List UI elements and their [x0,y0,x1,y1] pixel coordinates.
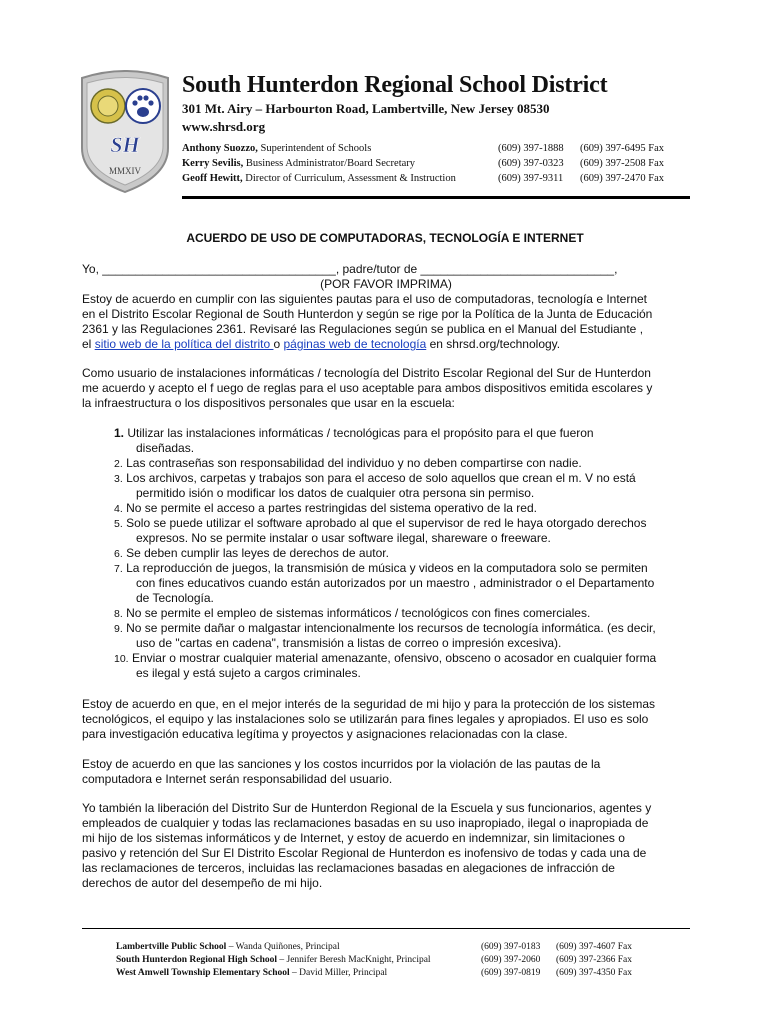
staff-row [182,156,456,171]
item-text: permitido isión o modificar los datos de cualquier otra persona sin permiso. [136,486,535,500]
item-number: 1. [114,426,125,440]
district-address: 301 Mt. Airy – Harbourton Road, Lambertville, New Jersey 08530 [182,101,550,116]
item-text: La reproducción de juegos, la transmisión de música y videos en la computadora solo se permiten [126,561,648,575]
list-item [114,561,694,606]
district-policy-link[interactable]: sitio web de la política del distrito [94,337,274,351]
staff-fax: (609) 397-2508 Fax [580,158,664,169]
paragraph-line: para investigación educativa legítima y proyectos y asignaciones relacionadas con la clase. [82,727,568,741]
item-text: No se permite dañar o malgastar intencionalmente los recursos de tecnología informática. (es decir, [126,621,656,635]
intro-line [82,337,690,352]
staff-faxes [580,141,664,186]
staff-row [182,171,456,186]
item-text: diseñadas. [136,441,195,455]
rules-list [114,426,694,681]
paragraph-line: mi hijo de los sistemas informáticos y de Internet, y estoy de acuerdo en indemnizar, sin limitaciones o [82,831,625,845]
footer-schools [116,941,431,980]
paragraph-line: Estoy de acuerdo en que las sanciones y los costos incurridos por la violación de las pautas de la [82,757,601,771]
school-principal: – Wanda Quiñones, Principal [226,942,340,952]
intro-text: en shrsd.org/technology. [426,337,561,351]
list-item [114,606,694,621]
item-number: 10. [114,653,129,665]
paragraph-line: Estoy de acuerdo en que, en el mejor interés de la seguridad de mi hijo y para la protección de los sistemas [82,697,655,711]
list-item [114,501,694,516]
paragraph-line: la infraestructura o los dispositivos personales que usar en la escuela: [82,396,455,410]
usage-paragraph [82,366,690,411]
technology-pages-link[interactable]: páginas web de tecnología [283,337,427,351]
list-item [114,621,694,651]
item-text: es ilegal y está sujeto a cargos criminales. [136,666,361,680]
footer-faxes [556,941,632,980]
list-item [114,456,694,471]
intro-line: 2361 y las Regulaciones 2361. Revisaré las Regulaciones según se publica en el Manual del Estudiante , [82,322,644,336]
item-number: 6. [114,548,123,560]
school-name: Lambertville Public School [116,942,227,952]
paragraph-line: Como usuario de instalaciones informáticas / tecnología del Distrito Escolar Regional del Sur de Hunterdon [82,366,651,380]
school-principal: – Jennifer Beresh MacKnight, Principal [277,955,431,965]
item-text: Enviar o mostrar cualquier material amenazante, ofensivo, obsceno o acosador en cualquier forma [131,651,657,665]
list-item [114,471,694,501]
crest-emblem: SH [110,132,140,157]
sanctions-paragraph [82,757,690,787]
print-note: (POR FAVOR IMPRIMA) [320,277,452,291]
item-text: No se permite el empleo de sistemas informáticos / tecnológicos con fines comerciales. [126,606,591,620]
intro-text: o [273,337,284,351]
item-number: 8. [114,608,123,620]
item-number: 9. [114,623,123,635]
list-item [114,651,694,681]
school-phone: (609) 397-0819 [481,968,541,978]
district-website: www.shrsd.org [182,119,266,134]
intro-line: en el Distrito Escolar Regional de South Hunterdon y según se rige por la Política de la Junta de Educación [82,307,653,321]
item-number: 4. [114,503,123,515]
staff-name: Kerry Sevilis, [182,158,244,169]
item-text: Se deben cumplir las leyes de derechos de autor. [126,546,389,560]
staff-phone: (609) 397-1888 [498,143,564,154]
intro-paragraph [82,262,690,352]
paragraph-line: Yo también la liberación del Distrito Sur de Hunterdon Regional de la Escuela y sus funcionarios, agentes y [82,801,652,815]
list-item [114,516,694,546]
item-text: Los archivos, carpetas y trabajos son para el acceso de solo aquellos que crean el m. V no está [126,471,636,485]
item-text: con fines educativos cuando están autorizados por un maestro , administrador o el Departamento [136,576,655,590]
item-text: Utilizar las instalaciones informáticas / tecnológicas para el propósito para el que fueron [127,426,594,440]
school-fax: (609) 397-2366 Fax [556,955,632,965]
school-name: West Amwell Township Elementary School [116,968,290,978]
document-title: ACUERDO DE USO DE COMPUTADORAS, TECNOLOGÍA E INTERNET [186,231,584,245]
item-text: Las contraseñas son responsabilidad del individuo y no deben compartirse con nadie. [126,456,582,470]
header-divider [182,196,690,199]
item-text: No se permite el acceso a partes restringidas del sistema operativo de la red. [126,501,537,515]
paragraph-line: pasivo y retención del Sur El Distrito Escolar Regional de Hunterdon es inofensivo de todas y cada una de [82,846,647,860]
school-name: South Hunterdon Regional High School [116,955,278,965]
item-number: 5. [114,518,123,530]
item-text: Solo se puede utilizar el software aprobado al que el supervisor de red le haya otorgado derechos [126,516,647,530]
staff-role: Director of Curriculum, Assessment & Instruction [242,173,456,184]
item-text: uso de "cartas en cadena", transmisión a listas de correo o impresión excesiva). [136,636,562,650]
paragraph-line: empleados de cualquier y todas las reclamaciones basadas en su uso inapropiado, ilegal o inapropiada de [82,816,649,830]
staff-name: Geoff Hewitt, [182,173,243,184]
safety-paragraph [82,697,690,742]
intro-line: Estoy de acuerdo en cumplir con las siguientes pautas para el uso de computadoras, tecnología e Internet [82,292,648,306]
staff-role: Superintendent of Schools [257,143,372,154]
list-item [114,426,694,456]
district-crest-logo [76,70,174,194]
item-number: 3. [114,473,123,485]
staff-name: Anthony Suozzo, [182,143,258,154]
footer-divider [82,928,690,929]
staff-fax: (609) 397-6495 Fax [580,143,664,154]
crest-year: MMXIV [108,166,142,176]
item-number: 7. [114,563,123,575]
staff-fax: (609) 397-2470 Fax [580,173,664,184]
footer-school-row [116,941,431,954]
footer-school-row [116,967,431,980]
footer-phones [481,941,540,980]
paragraph-line: tecnológicos, el equipo y las instalaciones solo se utilizarán para fines legales y apropiados. El uso es solo [82,712,649,726]
release-paragraph [82,801,690,891]
item-text: expresos. No se permite instalar o usar software ilegal, shareware o freeware. [136,531,551,545]
staff-phone: (609) 397-0323 [498,158,564,169]
district-name: South Hunterdon Regional School District [182,72,608,98]
paragraph-line: las reclamaciones de terceros, incluidas las reclamaciones basadas en alegaciones de infracción de [82,861,615,875]
paragraph-line: computadora e Internet serán responsabilidad del usuario. [82,772,393,786]
list-item [114,546,694,561]
school-fax: (609) 397-4350 Fax [556,968,632,978]
staff-phone: (609) 397-9311 [498,173,564,184]
staff-role: Business Administrator/Board Secretary [243,158,416,169]
school-phone: (609) 397-0183 [481,942,541,952]
school-fax: (609) 397-4607 Fax [556,942,632,952]
intro-text: el [82,337,95,351]
item-number: 2. [114,458,123,470]
footer-school-row [116,954,431,967]
school-principal: – David Miller, Principal [289,968,388,978]
paw-icon [126,89,160,123]
staff-list [182,141,456,186]
paragraph-line: me acuerdo y acepto el f uego de reglas para el uso aceptable para ambos dispositivos emitida escolares y [82,381,653,395]
staff-row [182,141,456,156]
school-phone: (609) 397-2060 [481,955,541,965]
staff-phones [498,141,564,186]
item-text: de Tecnología. [136,591,214,605]
signature-line: Yo, ___________________________________, padre/tutor de _____________________________, [82,262,618,276]
paragraph-line: derechos de autor del desempeño de mi hijo. [82,876,323,890]
